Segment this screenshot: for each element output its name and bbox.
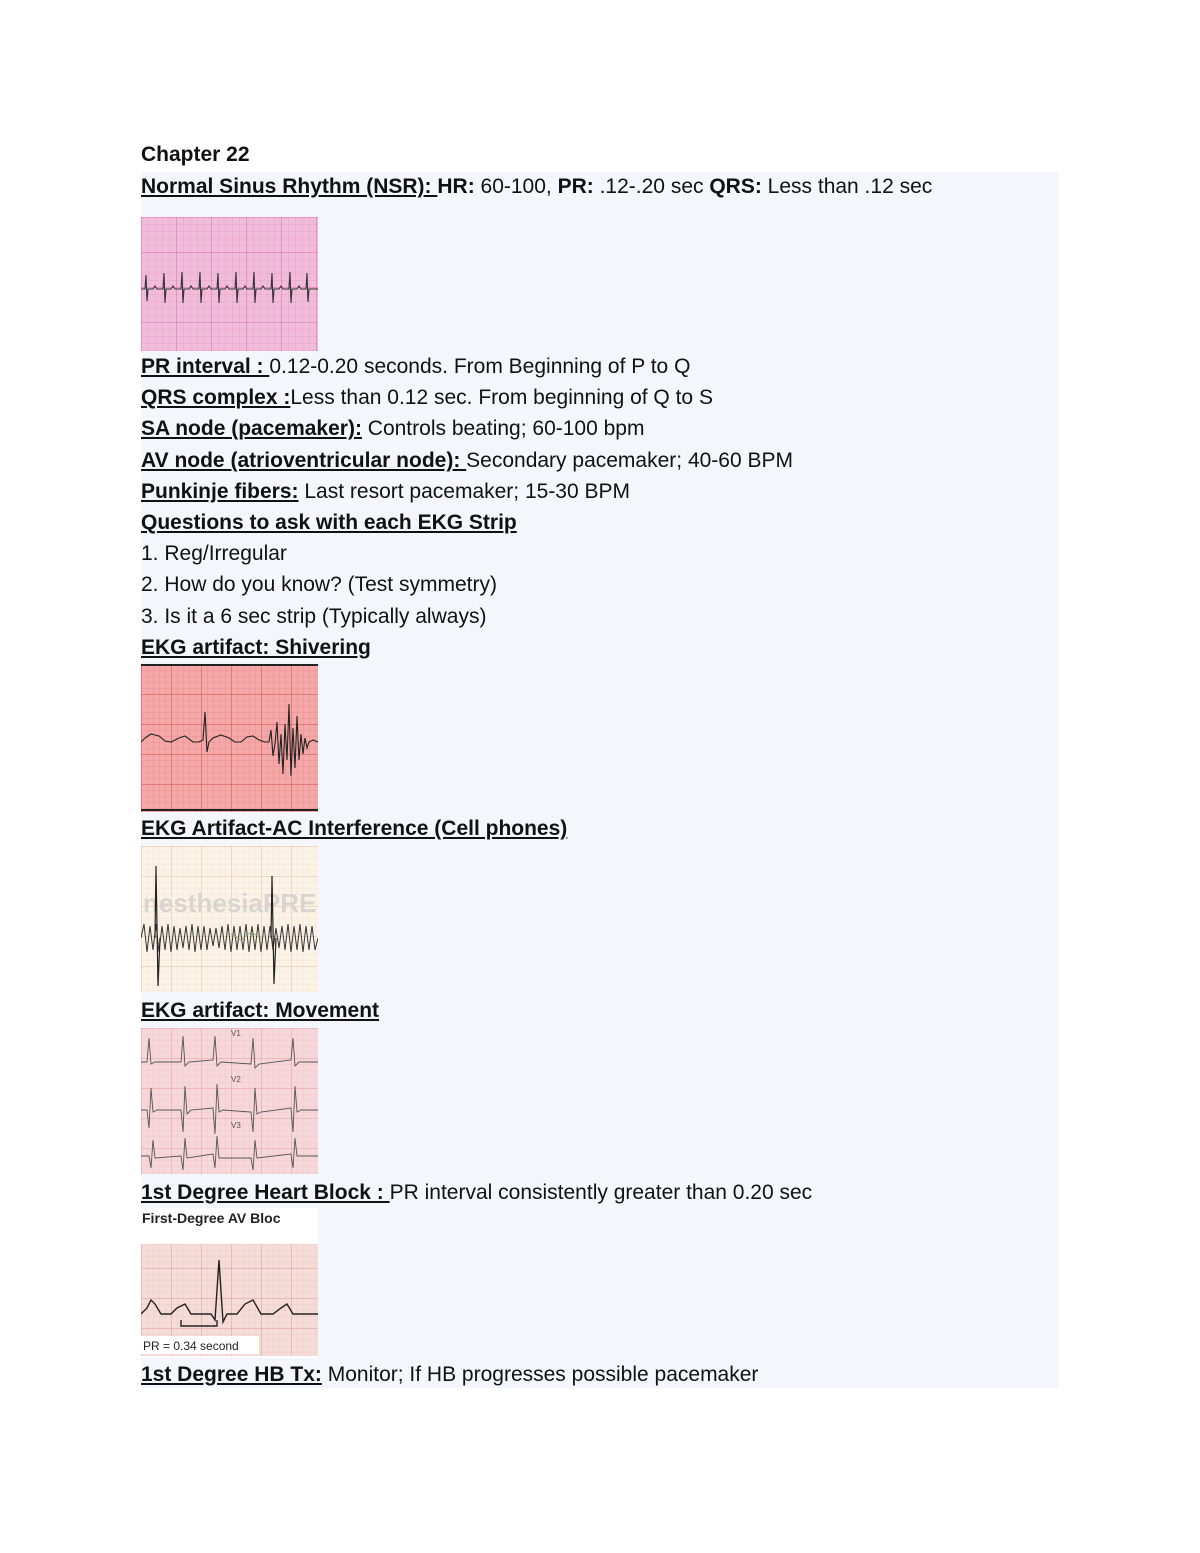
- first-degree-heading: [141, 1178, 812, 1208]
- first-degree-text: PR interval consistently greater than 0.20 sec: [389, 1181, 813, 1204]
- definition-text: Less than 0.12 sec. From beginning of Q to S: [290, 386, 713, 409]
- definition-qrs-complex: [141, 383, 713, 413]
- first-degree-tx-text: Monitor; If HB progresses possible pacemaker: [321, 1363, 759, 1386]
- definition-text: Controls beating; 60-100 bpm: [361, 417, 645, 440]
- lead-label: V1: [231, 1029, 241, 1038]
- ac-interference-ekg-image: [141, 846, 318, 992]
- definition-label: SA node (pacemaker):: [141, 417, 362, 440]
- movement-ekg-strip: [141, 1028, 318, 1174]
- question-item: 3. Is it a 6 sec strip (Typically always): [141, 605, 487, 628]
- ac-interference-ekg-strip: [141, 846, 318, 992]
- notes-body: [141, 172, 1059, 1388]
- definition-label: QRS complex :: [141, 386, 291, 409]
- ac-interference-label: EKG Artifact-AC Interference (Cell phones): [141, 817, 568, 840]
- definition-text: Secondary pacemaker; 40-60 BPM: [466, 449, 793, 472]
- first-degree-tx-label: 1st Degree HB Tx:: [141, 1363, 322, 1386]
- strip-title: First-Degree AV Bloc: [142, 1210, 281, 1226]
- first-degree-ekg-image: [141, 1208, 318, 1358]
- pr-label: PR:: [557, 175, 594, 198]
- definition-label: PR interval :: [141, 355, 270, 378]
- lead-label: V3: [231, 1121, 241, 1130]
- question-item: 2. How do you know? (Test symmetry): [141, 573, 497, 596]
- definition-text: 0.12-0.20 seconds. From Beginning of P to Q: [269, 355, 691, 378]
- nsr-ekg-strip: [141, 217, 318, 351]
- shivering-ekg-strip: [141, 664, 318, 812]
- first-degree-ekg-strip: [141, 1208, 318, 1358]
- nsr-label: Normal Sinus Rhythm (NSR):: [141, 175, 438, 198]
- first-degree-tx-line: [141, 1360, 758, 1390]
- questions-label: Questions to ask with each EKG Strip: [141, 511, 517, 534]
- chapter-heading: Chapter 22: [141, 143, 250, 166]
- ac-interference-heading: [141, 814, 567, 844]
- strip-caption: PR = 0.34 second: [143, 1339, 239, 1353]
- shivering-ekg-image: [141, 664, 318, 812]
- definition-sa-node: [141, 414, 644, 444]
- questions-heading: [141, 508, 517, 538]
- definition-label: Punkinje fibers:: [141, 480, 299, 503]
- nsr-ekg-image: [141, 217, 318, 351]
- qrs-label: QRS:: [709, 175, 762, 198]
- shivering-heading: [141, 633, 371, 663]
- definition-purkinje-fibers: [141, 477, 630, 507]
- qrs-value: Less than .12 sec: [761, 175, 933, 198]
- movement-label: EKG artifact: Movement: [141, 999, 380, 1022]
- nsr-line: [141, 172, 932, 202]
- lead-label: V2: [231, 1075, 241, 1084]
- first-degree-label: 1st Degree Heart Block :: [141, 1181, 390, 1204]
- definition-pr-interval: [141, 352, 690, 382]
- definition-text: Last resort pacemaker; 15-30 BPM: [298, 480, 631, 503]
- hr-label: HR:: [437, 175, 475, 198]
- question-item: 1. Reg/Irregular: [141, 542, 287, 565]
- shivering-label: EKG artifact: Shivering: [141, 636, 371, 659]
- definition-av-node: [141, 446, 793, 476]
- watermark-text: nesthesiaPRE: [143, 888, 317, 918]
- movement-heading: [141, 996, 379, 1026]
- movement-ekg-image: [141, 1028, 318, 1174]
- hr-value: 60-100,: [474, 175, 558, 198]
- definition-label: AV node (atrioventricular node):: [141, 449, 467, 472]
- pr-value: .12-.20 sec: [593, 175, 710, 198]
